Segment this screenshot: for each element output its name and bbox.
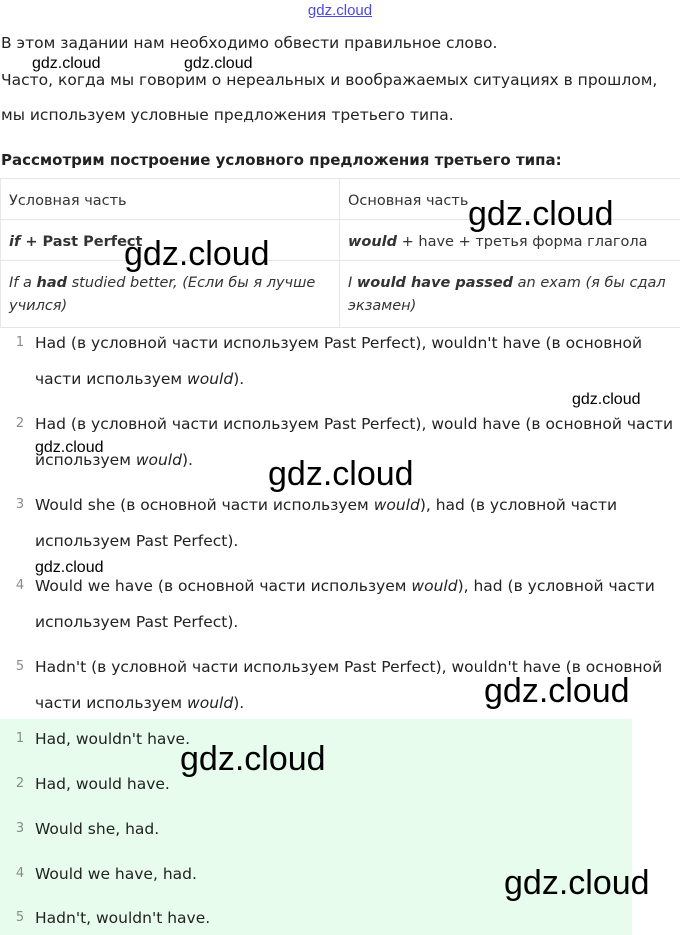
list-item-text: Would she (в основной части используем would), had (в условной части используем Past Perfect). <box>35 496 618 550</box>
answer-text: Had, wouldn't have. <box>35 730 191 748</box>
watermark: gdz.cloud <box>180 740 326 778</box>
list-item-text: Had (в условной части используем Past Perfect), wouldn't have (в основной части используем would). <box>35 334 643 388</box>
formula-main: would + have + третья форма глагола <box>340 220 680 261</box>
watermark: gdz.cloud <box>32 55 101 72</box>
answer-number: 5 <box>15 910 25 925</box>
table-example-row <box>1 261 680 328</box>
answer-text: Would she, had. <box>35 820 160 838</box>
section-heading: Рассмотрим построение условного предложения третьего типа: <box>1 151 562 169</box>
list-number: 3 <box>15 497 25 512</box>
watermark: gdz.cloud <box>124 235 270 273</box>
intro-line-1: В этом задании нам необходимо обвести правильное слово. <box>1 34 498 52</box>
table-header-conditional: Условная часть <box>1 179 340 220</box>
answer-text: Hadn't, wouldn't have. <box>35 909 211 927</box>
list-number: 4 <box>15 578 25 593</box>
watermark: gdz.cloud <box>184 55 253 72</box>
answer-number: 2 <box>15 776 25 791</box>
answer-number: 3 <box>15 821 25 836</box>
list-number: 2 <box>15 416 25 431</box>
intro-line-3: мы используем условные предложения третьего типа. <box>1 106 454 124</box>
watermark: gdz.cloud <box>35 439 104 456</box>
list-number: 1 <box>15 335 25 350</box>
intro-line-2: Часто, когда мы говорим о нереальных и воображаемых ситуациях в прошлом, <box>1 71 658 89</box>
list-number: 5 <box>15 659 25 674</box>
watermark: gdz.cloud <box>504 864 650 902</box>
site-link[interactable]: gdz.cloud <box>307 2 373 19</box>
answer-text: Had, would have. <box>35 775 170 793</box>
example-main: I would have passed an exam (я бы сдал экзамен) <box>340 261 680 328</box>
watermark: gdz.cloud <box>35 559 104 576</box>
watermark: gdz.cloud <box>572 391 641 408</box>
watermark: gdz.cloud <box>484 672 630 710</box>
table-header-main: Основная часть <box>340 179 680 220</box>
answer-number: 4 <box>15 866 25 881</box>
list-item-text: Had (в условной части используем Past Perfect), would have (в основной части используем would). <box>35 415 674 469</box>
list-item-text: Hadn't (в условной части используем Past Perfect), wouldn't have (в основной части используем would). <box>35 658 663 712</box>
list-item-text: Would we have (в основной части используем would), had (в условной части используем Past Perfect). <box>35 577 655 631</box>
watermark: gdz.cloud <box>468 195 614 233</box>
answer-text: Would we have, had. <box>35 865 197 883</box>
formula-conditional: if + Past Perfect <box>1 220 340 261</box>
watermark: gdz.cloud <box>268 455 414 493</box>
example-conditional: If a had studied better, (Если бы я лучше учился) <box>1 261 340 328</box>
answer-number: 1 <box>15 731 25 746</box>
